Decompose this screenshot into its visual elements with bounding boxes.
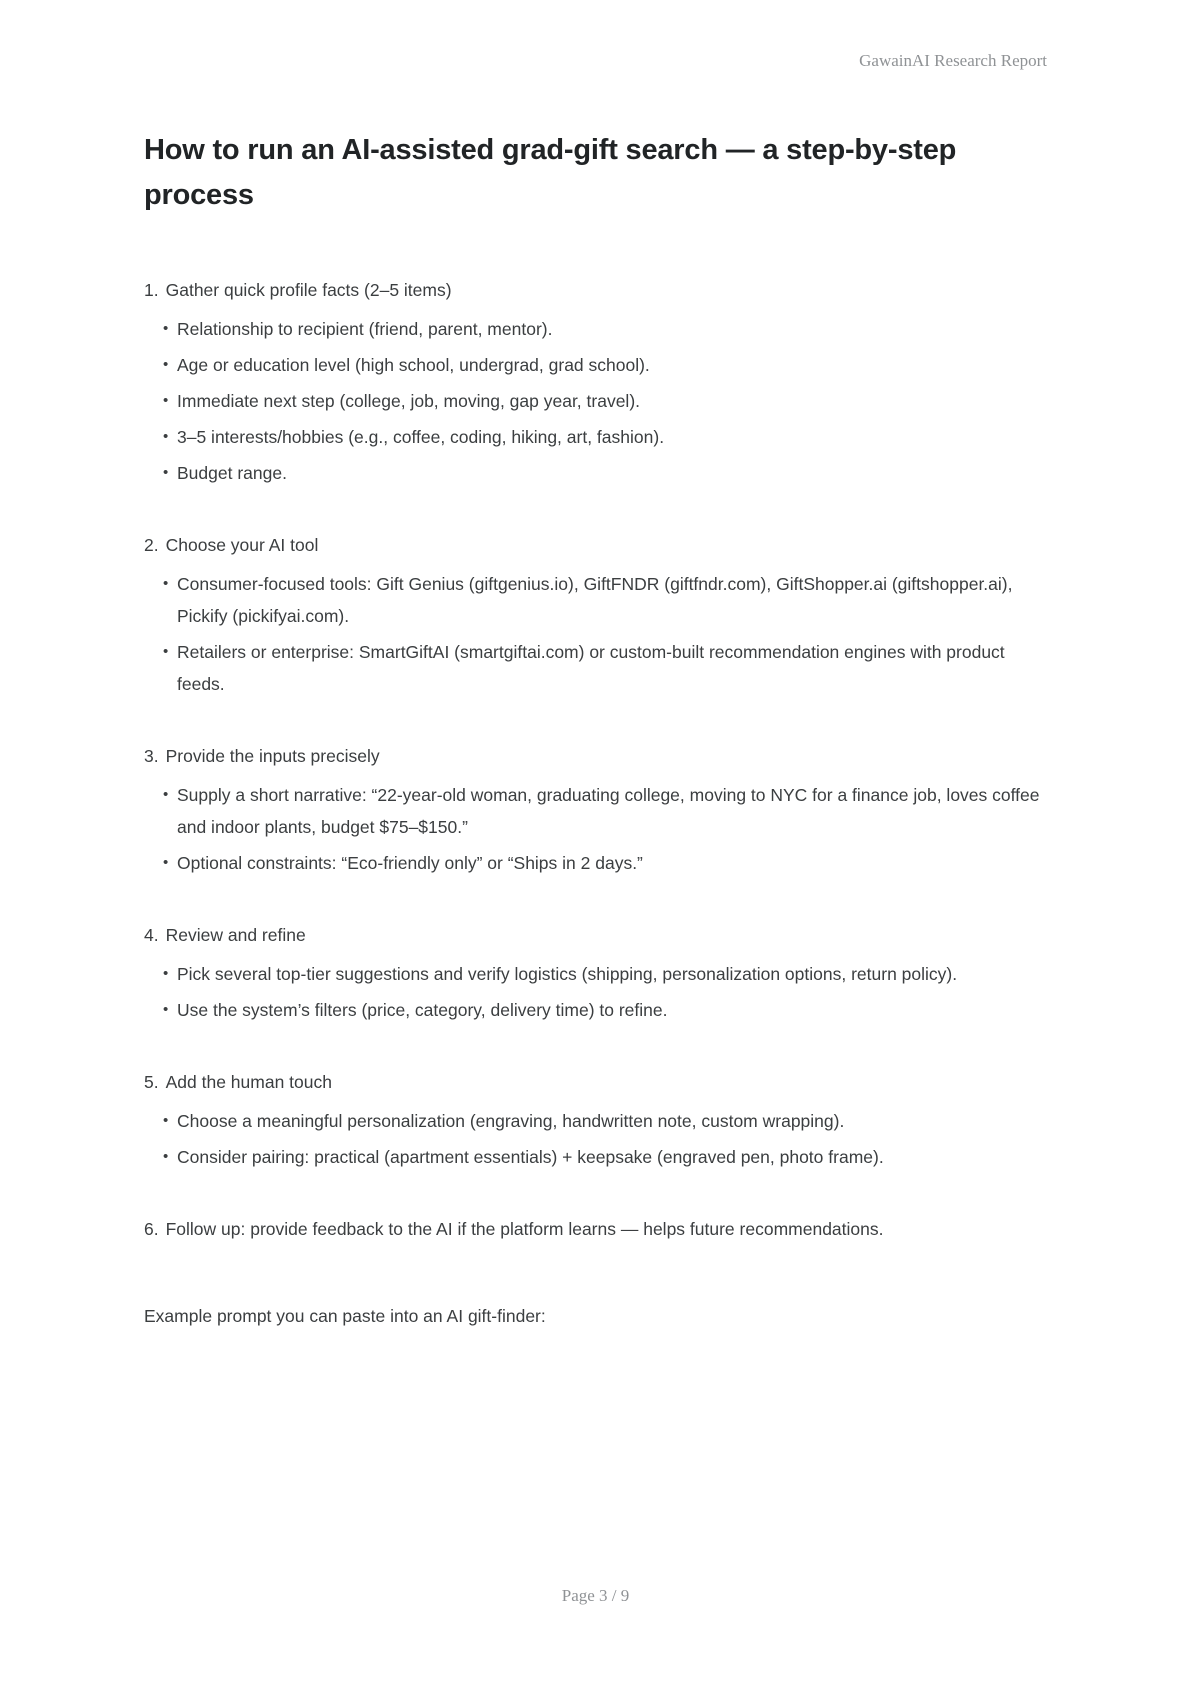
step-heading	[144, 919, 1047, 952]
bullet-icon: •	[163, 854, 169, 871]
step-1	[144, 274, 1047, 489]
list-item	[163, 636, 1047, 700]
bullet-text: Retailers or enterprise: SmartGiftAI (smartgiftai.com) or custom-built recommendation engines with product feeds.	[177, 642, 1005, 694]
bullet-text: Immediate next step (college, job, moving, gap year, travel).	[177, 391, 641, 411]
bullet-icon: •	[163, 356, 169, 373]
page-number: Page 3 / 9	[561, 1586, 630, 1605]
bullet-icon: •	[163, 1148, 169, 1165]
bullet-list	[144, 1105, 1047, 1173]
list-item	[163, 779, 1047, 843]
step-number: 1.	[144, 280, 159, 300]
step-heading	[144, 740, 1047, 773]
bullet-icon: •	[163, 392, 169, 409]
step-heading	[144, 529, 1047, 562]
bullet-icon: •	[163, 1112, 169, 1129]
bullet-list	[144, 568, 1047, 700]
step-number: 5.	[144, 1072, 159, 1092]
step-4	[144, 919, 1047, 1026]
step-6	[144, 1213, 1047, 1246]
list-item	[163, 313, 1047, 345]
report-header: GawainAI Research Report	[859, 51, 1047, 70]
bullet-text: Optional constraints: “Eco-friendly only” or “Ships in 2 days.”	[177, 853, 643, 873]
list-item	[163, 958, 1047, 990]
bullet-list	[144, 779, 1047, 879]
step-title: Review and refine	[165, 925, 306, 945]
bullet-text: Budget range.	[177, 463, 287, 483]
bullet-text: Pick several top-tier suggestions and verify logistics (shipping, personalization options, return policy).	[177, 964, 958, 984]
step-title: Add the human touch	[165, 1072, 332, 1092]
bullet-icon: •	[163, 965, 169, 982]
list-item	[163, 568, 1047, 632]
step-title: Gather quick profile facts (2–5 items)	[165, 280, 452, 300]
bullet-icon: •	[163, 643, 169, 660]
bullet-icon: •	[163, 320, 169, 337]
bullet-text: Relationship to recipient (friend, parent, mentor).	[177, 319, 553, 339]
step-5	[144, 1066, 1047, 1173]
list-item	[163, 1105, 1047, 1137]
step-number: 6.	[144, 1219, 159, 1239]
step-heading	[144, 274, 1047, 307]
bullet-icon: •	[163, 464, 169, 481]
step-number: 3.	[144, 746, 159, 766]
bullet-text: Supply a short narrative: “22-year-old woman, graduating college, moving to NYC for a finance job, loves coffee and indoor plants, budget $75–$150.”	[177, 785, 1040, 837]
bullet-text: 3–5 interests/hobbies (e.g., coffee, coding, hiking, art, fashion).	[177, 427, 665, 447]
step-number: 2.	[144, 535, 159, 555]
list-item	[163, 421, 1047, 453]
bullet-icon: •	[163, 428, 169, 445]
bullet-text: Age or education level (high school, undergrad, grad school).	[177, 355, 650, 375]
bullet-icon: •	[163, 1001, 169, 1018]
bullet-text: Choose a meaningful personalization (engraving, handwritten note, custom wrapping).	[177, 1111, 845, 1131]
step-title: Choose your AI tool	[165, 535, 319, 555]
bullet-list	[144, 958, 1047, 1026]
step-heading	[144, 1066, 1047, 1099]
list-item	[163, 457, 1047, 489]
step-3	[144, 740, 1047, 879]
step-heading	[144, 1213, 1047, 1246]
bullet-text: Consumer-focused tools: Gift Genius (giftgenius.io), GiftFNDR (giftfndr.com), GiftShopper.ai (giftshopper.ai), Pickify (pickifyai.com).	[177, 574, 1013, 626]
bullet-list	[144, 313, 1047, 489]
step-number: 4.	[144, 925, 159, 945]
bullet-icon: •	[163, 575, 169, 592]
list-item	[163, 385, 1047, 417]
example-prompt-lead: Example prompt you can paste into an AI gift-finder:	[144, 1306, 546, 1326]
step-2	[144, 529, 1047, 700]
bullet-text: Consider pairing: practical (apartment essentials) + keepsake (engraved pen, photo frame).	[177, 1147, 884, 1167]
bullet-icon: •	[163, 786, 169, 803]
list-item	[163, 847, 1047, 879]
list-item	[163, 994, 1047, 1026]
list-item	[163, 1141, 1047, 1173]
step-title: Provide the inputs precisely	[165, 746, 380, 766]
page-title: How to run an AI-assisted grad-gift search — a step-by-step process	[144, 134, 957, 211]
bullet-text: Use the system’s filters (price, category, delivery time) to refine.	[177, 1000, 668, 1020]
list-item	[163, 349, 1047, 381]
step-title: Follow up: provide feedback to the AI if the platform learns — helps future recommendations.	[165, 1219, 884, 1239]
